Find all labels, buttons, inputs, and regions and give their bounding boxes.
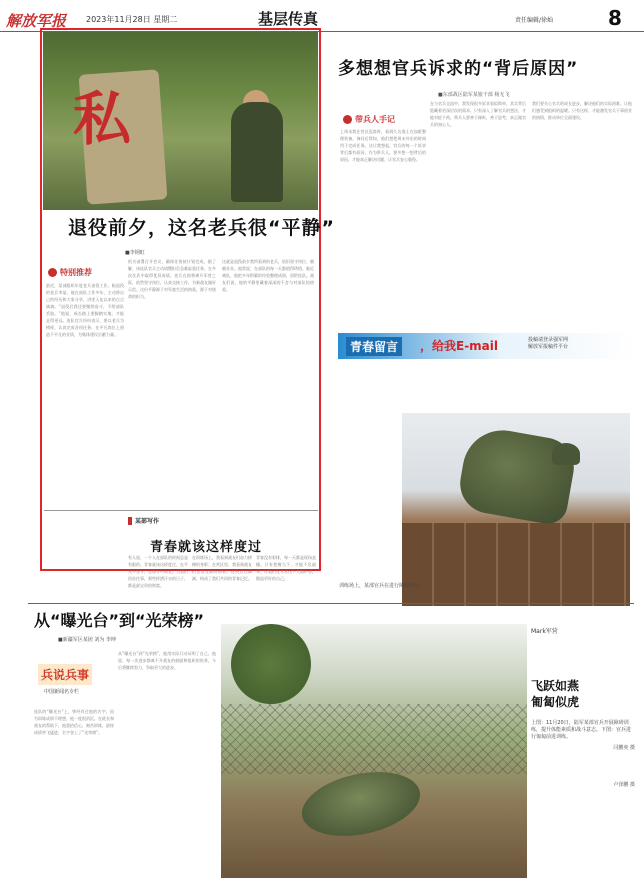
special-recommend-tag	[48, 267, 92, 278]
email-banner-line2: 解放军报稿件平台	[528, 344, 569, 350]
side-title-line1: 飞跃如燕	[531, 679, 580, 693]
obstacle-wall	[402, 523, 630, 606]
bottom-col-2: 从“曝光台”到“光荣榜”，他用实际行动证明了自己。他说，每一次进步都离不开战友的鼓励和组织的培养，今后将继续努力，争取更大的进步。	[118, 651, 216, 670]
red-calligraphy: 私	[73, 85, 128, 153]
lead-col-3: 这就是退役前夕我所看到的老兵，依旧坚守岗位，兢兢业业。他常说，在部队的每一天都值得珍惜。临近离队，他把多年积累的经验整理成册，留给连队。战友们说，他的平静里藏着深深的不舍与对部队的热爱。	[222, 259, 314, 292]
soldiers-column-sub: 中国新闻名专栏	[44, 689, 80, 695]
right-col-1: 上周末我在营区巡查时，看到几名战士在加班整理装备。询问后得知，他们想把周末外出的时间用于完成任务。这让我想起，官兵的每一个诉求背后都有原因，作为带兵人，要多想一想背后的原因，才能真正解决问题，让官兵安心服役。	[340, 129, 426, 162]
email-banner[interactable]	[338, 333, 634, 359]
bottom-story-subtitle: ■新疆军区某团 刘为 李坤	[58, 637, 116, 643]
column-tag-label: 某部写作	[135, 518, 160, 525]
email-banner-middle: ，给我E-mail	[420, 339, 499, 353]
right-col-2: 在与官兵交流中，我发现很多诉求看似简单，其实背后隐藏着更深层次的需求。只有深入了解官兵的想法，才能对症下药。带兵人要善于倾听，善于思考，真正做官兵的知心人。	[430, 101, 526, 127]
soldier-body	[455, 424, 578, 527]
soldier-helmet	[552, 443, 580, 465]
email-banner-line1: 投稿请登录强军网	[528, 337, 569, 343]
side-feature-text	[531, 720, 635, 789]
crawling-soldier	[296, 762, 426, 846]
email-banner-left: 青春留言	[346, 337, 402, 356]
soldiers-column-badge	[38, 664, 110, 704]
side-text-body: 上图：11月20日，陆军某部官兵开展障碍训练，提升体能素质和战斗意志。下图：官兵进行匍匐前进训练。	[531, 720, 632, 740]
column-col-3: 青春没有彩排，每一天都是现场直播。只有把握当下，才能不负韶华。让我们在军营这个大熔炉里，锻造更好的自己。	[256, 555, 316, 581]
lead-story-title[interactable]: 退役前夕，这名老兵很“平静”	[68, 217, 335, 239]
photo-credit-2: 卢泽鹏 摄	[613, 782, 635, 788]
left-margin-text	[4, 40, 36, 600]
section-title: 基层传真	[258, 10, 319, 28]
column-bar-icon	[128, 517, 132, 525]
photo-caption: 训练场上，某部官兵在进行障碍训练。	[339, 583, 425, 589]
column-col-1: 有人说，一个人在部队的时间总是有限的。青春就该这样度过，在平凡中坚守，在奋斗中成长。当我们回首往事，那些挥洒汗水的日子，都是最宝贵的财富。	[128, 555, 188, 588]
star-icon	[48, 268, 57, 277]
training-photo	[402, 413, 630, 606]
special-recommend-label: 特别推荐	[60, 268, 92, 277]
right-story-subtitle: ■东部战区陆军某旅干部 杨无飞	[438, 92, 510, 98]
bottom-story-title[interactable]: 从“曝光台”到“光荣榜”	[34, 611, 205, 630]
soldier-figure	[231, 102, 283, 202]
soldiers-column-title: 兵说兵事	[38, 664, 92, 685]
barbed-net	[221, 704, 527, 774]
newspaper-brand: 解放军报	[6, 12, 67, 30]
bottom-col-1: 连队的“曝光台”上，曾经有过他的名字。因为训练成绩不理想，他一度很消沉。在班长和战友的帮助下，他重拾信心，刻苦训练，最终成绩突飞猛进，名字登上了“光荣榜”。	[34, 709, 114, 735]
pen-icon	[343, 115, 352, 124]
divider	[44, 510, 318, 511]
issue-date: 2023年11月28日 星期二	[86, 15, 178, 24]
right-lower-col	[340, 368, 398, 578]
column-story-title[interactable]: 青春就该这样度过	[150, 540, 263, 555]
email-banner-right	[528, 337, 568, 351]
side-feature-title	[531, 678, 579, 710]
right-col-3: 我们要关心官兵的成长进步，解决他们的实际困难，让他们感受到组织的温暖。只有这样，才能激发官兵干事创业的热情，推动单位全面建设。	[532, 101, 632, 120]
lead-col-1: 最近，某部组织年度老兵退役工作。临退役的老兵李某，他在部队工作多年，主动将自己的经历和大家分享，讲述入伍以来的点点滴滴。“退役后我还要继续奋斗，不给部队丢脸。”他说，成长路上要脚踏实地，才能走得更远。连队官兵纷纷表示，要以老兵为榜样，认真完成各项任务，在平凡岗位上创造不平凡的业绩，为集体建设贡献力量。	[46, 283, 124, 337]
column-tag	[128, 516, 159, 525]
crawl-training-photo	[221, 624, 527, 878]
lead-photo	[43, 32, 318, 210]
photo-credit-1: 闫鹏奕 摄	[613, 745, 635, 751]
editor-credit: 责任编辑/徐灿	[515, 17, 554, 24]
page-number: 8	[608, 6, 622, 30]
bottom-divider	[28, 603, 634, 604]
mark-camp-label: Mark军营	[531, 628, 558, 635]
commander-notes-label: 带兵人手记	[355, 115, 395, 124]
column-col-2: 在训练场上，我看到战友们奋力拼搏的身影；在营区里，我看到战友们互帮互助的情景。这些点点滴滴，构成了我们共同的青春记忆。	[192, 555, 252, 581]
right-story-title[interactable]: 多想想官兵诉求的“背后原因”	[338, 59, 579, 79]
lead-story-byline: ■李钢虹	[125, 250, 145, 256]
commander-notes-tag	[343, 114, 395, 125]
tree-shape	[231, 624, 311, 704]
side-title-line2: 匍匐似虎	[531, 695, 580, 709]
lead-col-2: 机关部署召开会议，确保任务按计划完成。据了解，该连队官兵主动请缨担负急难险重任务，在多次比武中取得优异成绩。老兵在即将离开军营之际，依然坚守岗位，认真交接工作，为新战友做好示范。这份平静源于对军旅生活的热爱，源于对使命的担当。	[128, 259, 216, 299]
